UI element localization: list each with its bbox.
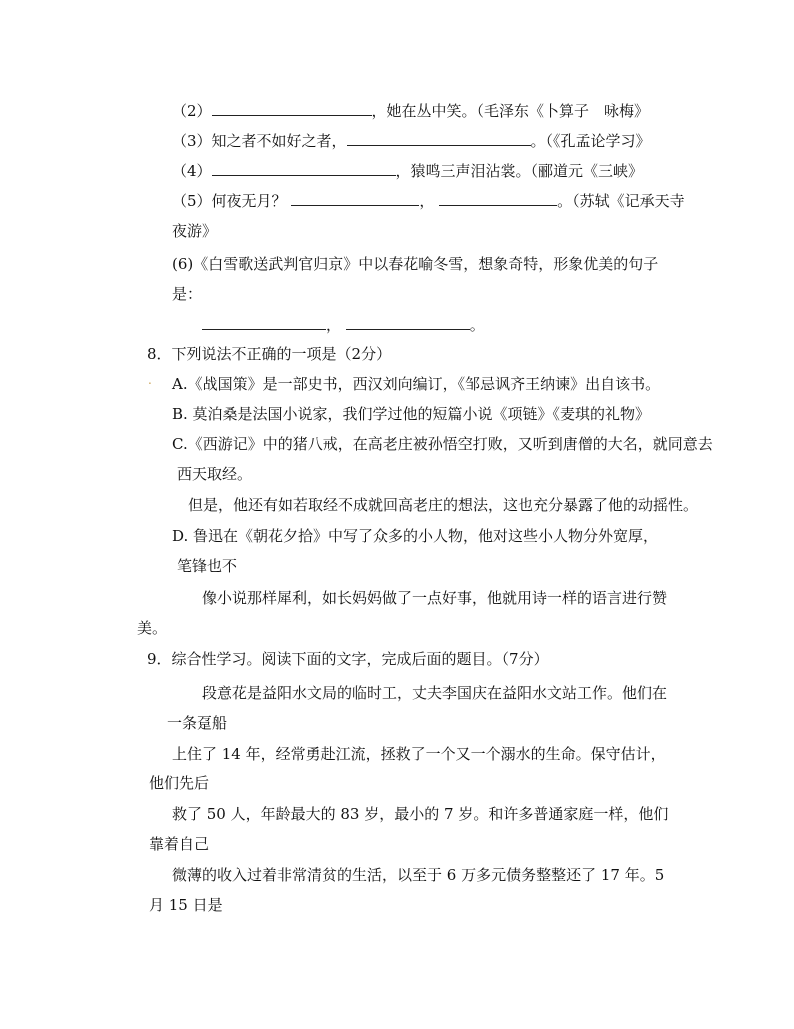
- q9-passage-line-1: 段意花是益阳水文局的临时工，丈夫李国庆在益阳水文站工作。他们在: [202, 684, 668, 702]
- q8-option-d: D. 鲁迅在《朝花夕拾》中写了众多的小人物，他对这些小人物分外宽厚，: [172, 527, 659, 545]
- q8-title: 8．下列说法不正确的一项是（2分）: [147, 345, 392, 363]
- q9-title: 9．综合性学习。阅读下面的文字，完成后面的题目。（7分）: [147, 650, 549, 668]
- q9-passage-line-4: 他们先后: [149, 774, 210, 792]
- q8-option-c-cont: 西天取经。: [177, 465, 253, 483]
- decorative-dot: .: [148, 373, 152, 387]
- q7-line-3-source: 。（《孔孟论学习》: [530, 132, 651, 150]
- answer-blank[interactable]: [212, 101, 372, 116]
- answer-blank[interactable]: [346, 315, 470, 330]
- answer-blank[interactable]: [439, 191, 557, 206]
- q7-line-5: [172, 191, 685, 211]
- q7-line-5-source-cont: 夜游》: [172, 222, 218, 240]
- answer-blank[interactable]: [202, 315, 326, 330]
- q7-line-6-comma: ，: [326, 316, 342, 334]
- answer-blank[interactable]: [291, 191, 419, 206]
- q9-passage-line-8: 月 15 日是: [149, 896, 223, 914]
- q9-passage-line-5: 救了 50 人，年龄最大的 83 岁，最小的 7 岁。和许多普通家庭一样，他们: [172, 805, 669, 823]
- q8-option-d-cont-3: 美。: [137, 619, 168, 637]
- q7-line-5-comma: ，: [419, 192, 435, 210]
- q7-line-6-text: (6)《白雪歌送武判官归京》中以春花喻冬雪，想象奇特，形象优美的句子: [172, 255, 659, 273]
- answer-blank[interactable]: [212, 161, 396, 176]
- q7-line-5-text: （5）何夜无月？: [172, 192, 287, 210]
- q7-line-2-prefix: （2）: [172, 102, 212, 120]
- q9-passage-line-3: 上住了 14 年，经常勇赴江流，拯救了一个又一个溺水的生命。保守估计，: [172, 745, 666, 763]
- q7-line-2: [172, 101, 649, 121]
- q8-option-c: C.《西游记》中的猪八戒，在高老庄被孙悟空打败，又听到唐僧的大名，就同意去: [172, 435, 713, 453]
- q9-passage-line-7: 微薄的收入过着非常清贫的生活，以至于 6 万多元债务整整还了 17 年。5: [172, 866, 665, 884]
- answer-blank[interactable]: [347, 131, 531, 146]
- q7-line-3-text: （3）知之者不如好之者，: [172, 132, 347, 150]
- q7-line-3: [172, 131, 651, 151]
- q8-option-d-cont: 笔锋也不: [177, 557, 238, 575]
- q7-line-4-prefix: （4）: [172, 162, 212, 180]
- q8-option-b: B. 莫泊桑是法国小说家，我们学过他的短篇小说《项链》《麦琪的礼物》: [172, 405, 651, 423]
- q8-option-d-cont-2: 像小说那样犀利，如长妈妈做了一点好事，他就用诗一样的语言进行赞: [202, 589, 668, 607]
- q7-line-6-period: 。: [469, 316, 485, 334]
- q7-line-6-answer: [202, 315, 485, 335]
- q7-line-4-text: ，猿鸣三声泪沾裳。（郦道元《三峡》: [395, 162, 644, 180]
- q8-option-a: A.《战国策》是一部史书，西汉刘向编订，《邹忌讽齐王纳谏》出自该书。: [172, 375, 661, 393]
- q9-passage-line-6: 靠着自己: [149, 835, 210, 853]
- q7-line-6-label: 是：: [172, 285, 203, 303]
- q8-option-c-cont-2: 但是，他还有如若取经不成就回高老庄的想法，这也充分暴露了他的动摇性。: [188, 496, 699, 514]
- q7-line-4: [172, 161, 643, 181]
- q7-line-5-source: 。（苏轼《记承天寺: [557, 192, 685, 210]
- q7-line-2-text: ，她在丛中笑。（毛泽东《卜算子 咏梅》: [371, 102, 650, 120]
- q9-passage-line-2: 一条趸船: [167, 714, 228, 732]
